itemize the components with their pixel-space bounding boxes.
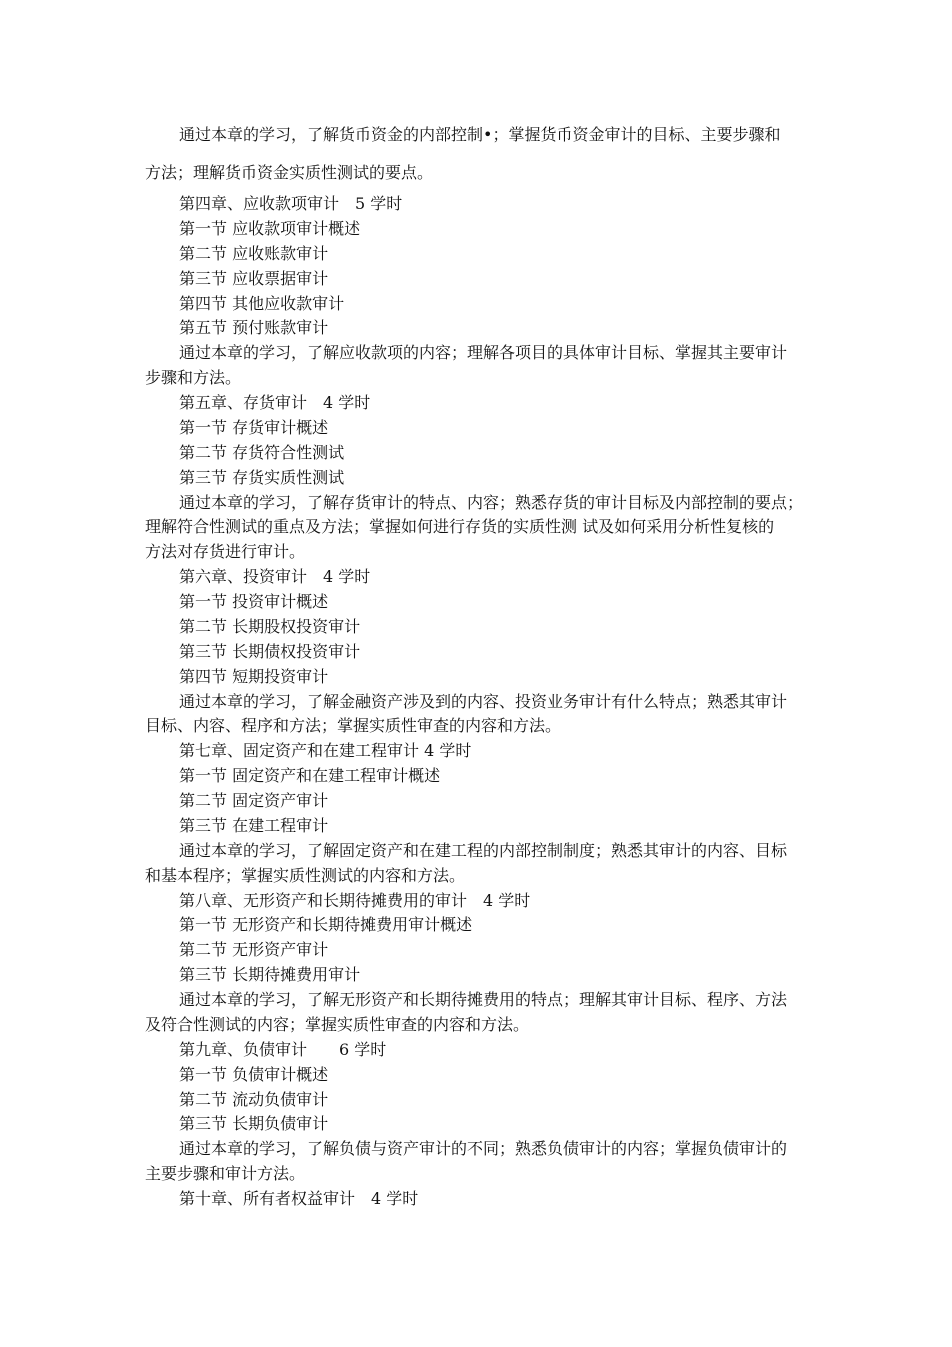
paragraph-line: 通过本章的学习，了解货币资金的内部控制•；掌握货币资金审计的目标、主要步骤和 — [179, 125, 781, 144]
section-item: 第二节 存货符合性测试 — [179, 443, 345, 462]
section-item: 第三节 长期待摊费用审计 — [179, 965, 361, 984]
paragraph-line: 通过本章的学习，了解存货审计的特点、内容；熟悉存货的审计目标及内部控制的要点； — [179, 493, 804, 512]
paragraph-line: 主要步骤和审计方法。 — [145, 1164, 306, 1183]
section-item: 第一节 应收款项审计概述 — [179, 219, 361, 238]
section-item: 第二节 流动负债审计 — [179, 1090, 329, 1109]
section-item: 第四节 其他应收款审计 — [179, 294, 345, 313]
section-item: 第二节 固定资产审计 — [179, 791, 329, 810]
paragraph-line: 理解符合性测试的重点及方法；掌握如何进行存货的实质性测 试及如何采用分析性复核的 — [145, 517, 775, 536]
section-item: 第三节 在建工程审计 — [179, 816, 329, 835]
section-item: 第一节 存货审计概述 — [179, 418, 329, 437]
paragraph-line: 通过本章的学习，了解应收款项的内容；理解各项目的具体审计目标、掌握其主要审计 — [179, 343, 788, 362]
paragraph-line: 通过本章的学习，了解负债与资产审计的不同；熟悉负债审计的内容；掌握负债审计的 — [179, 1139, 788, 1158]
section-item: 第五节 预付账款审计 — [179, 318, 329, 337]
section-item: 第一节 无形资产和长期待摊费用审计概述 — [179, 915, 473, 934]
paragraph-line: 目标、内容、程序和方法；掌握实质性审查的内容和方法。 — [145, 716, 562, 735]
section-item: 第一节 负债审计概述 — [179, 1065, 329, 1084]
chapter-heading: 第九章、负债审计 6 学时 — [179, 1040, 387, 1059]
paragraph-line: 方法；理解货币资金实质性测试的要点。 — [145, 163, 434, 182]
paragraph-line: 通过本章的学习，了解金融资产涉及到的内容、投资业务审计有什么特点；熟悉其审计 — [179, 692, 788, 711]
section-item: 第二节 长期股权投资审计 — [179, 617, 361, 636]
section-item: 第三节 长期负债审计 — [179, 1114, 329, 1133]
chapter-heading: 第十章、所有者权益审计 4 学时 — [179, 1189, 419, 1208]
section-item: 第三节 长期债权投资审计 — [179, 642, 361, 661]
section-item: 第二节 无形资产审计 — [179, 940, 329, 959]
chapter-heading: 第八章、无形资产和长期待摊费用的审计 4 学时 — [179, 891, 531, 910]
section-item: 第三节 应收票据审计 — [179, 269, 329, 288]
section-item: 第一节 固定资产和在建工程审计概述 — [179, 766, 441, 785]
section-item: 第一节 投资审计概述 — [179, 592, 329, 611]
chapter-heading: 第六章、投资审计 4 学时 — [179, 567, 371, 586]
paragraph-line: 和基本程序；掌握实质性测试的内容和方法。 — [145, 866, 466, 885]
paragraph-line: 步骤和方法。 — [145, 368, 242, 387]
section-item: 第三节 存货实质性测试 — [179, 468, 345, 487]
paragraph-line: 通过本章的学习，了解固定资产和在建工程的内部控制制度；熟悉其审计的内容、目标 — [179, 841, 788, 860]
paragraph-line: 及符合性测试的内容；掌握实质性审查的内容和方法。 — [145, 1015, 530, 1034]
section-item: 第四节 短期投资审计 — [179, 667, 329, 686]
paragraph-line: 方法对存货进行审计。 — [145, 542, 306, 561]
section-item: 第二节 应收账款审计 — [179, 244, 329, 263]
paragraph-line: 通过本章的学习，了解无形资产和长期待摊费用的特点；理解其审计目标、程序、方法 — [179, 990, 788, 1009]
chapter-heading: 第七章、固定资产和在建工程审计 4 学时 — [179, 741, 472, 760]
chapter-heading: 第四章、应收款项审计 5 学时 — [179, 194, 403, 213]
chapter-heading: 第五章、存货审计 4 学时 — [179, 393, 371, 412]
